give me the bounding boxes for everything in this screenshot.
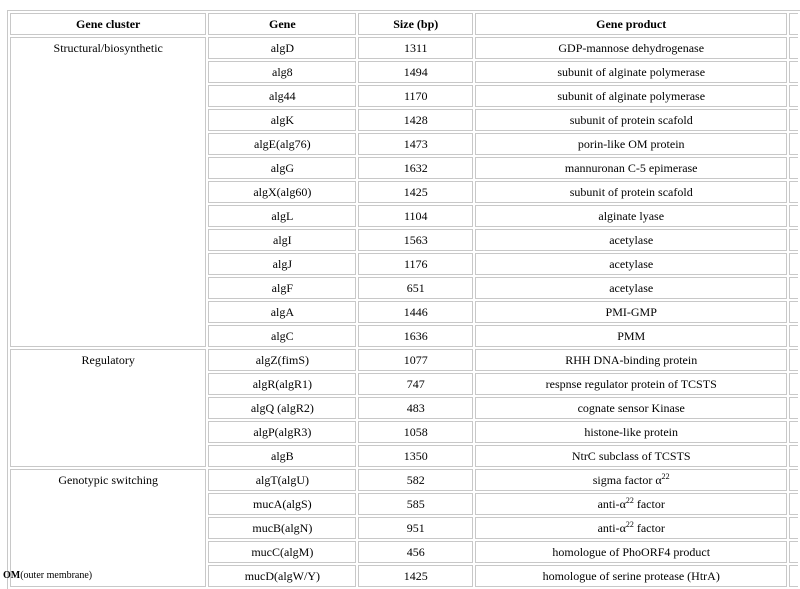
cell-gene: algA — [208, 301, 356, 323]
cell-gene-product: acetylase — [475, 229, 787, 251]
cell-extra — [789, 157, 798, 179]
cell-size: 747 — [358, 373, 473, 395]
cell-gene-product — [475, 493, 787, 515]
cell-gene-product: subunit of alginate polymerase — [475, 85, 787, 107]
cell-gene-product: histone-like protein — [475, 421, 787, 443]
cell-gene-product: PMI-GMP — [475, 301, 787, 323]
product-superscript: 22 — [661, 472, 670, 481]
product-superscript: 22 — [625, 520, 634, 529]
cell-gene: algI — [208, 229, 356, 251]
header-gene: Gene — [208, 13, 356, 35]
cell-extra — [789, 277, 798, 299]
header-size: Size (bp) — [358, 13, 473, 35]
cell-extra — [789, 541, 798, 563]
cell-size: 483 — [358, 397, 473, 419]
cell-size: 1311 — [358, 37, 473, 59]
cell-gene-product: respnse regulator protein of TCSTS — [475, 373, 787, 395]
cell-size: 651 — [358, 277, 473, 299]
cell-extra — [789, 205, 798, 227]
cell-extra — [789, 397, 798, 419]
cell-extra — [789, 61, 798, 83]
cell-gene-product — [475, 469, 787, 491]
cell-gene: algF — [208, 277, 356, 299]
gene-table-container — [7, 10, 800, 589]
cell-size: 1563 — [358, 229, 473, 251]
product-text-suffix: factor — [633, 497, 665, 511]
cell-gene: algR(algR1) — [208, 373, 356, 395]
cell-extra — [789, 469, 798, 491]
cell-gene: alg8 — [208, 61, 356, 83]
cell-gene-product: cognate sensor Kinase — [475, 397, 787, 419]
cell-gene-product: porin-like OM protein — [475, 133, 787, 155]
cell-gene-cluster: Genotypic switching — [10, 469, 206, 587]
footnote-text: (outer membrane) — [20, 570, 93, 581]
cell-size: 1632 — [358, 157, 473, 179]
product-text: anti-α — [597, 521, 626, 535]
cell-gene: mucA(algS) — [208, 493, 356, 515]
cell-size: 1077 — [358, 349, 473, 371]
cell-gene: algK — [208, 109, 356, 131]
cell-gene-product: acetylase — [475, 253, 787, 275]
cell-gene-product: RHH DNA-binding protein — [475, 349, 787, 371]
cell-extra — [789, 325, 798, 347]
cell-gene: algB — [208, 445, 356, 467]
cell-size: 1473 — [358, 133, 473, 155]
cell-size: 1446 — [358, 301, 473, 323]
cell-gene: algE(alg76) — [208, 133, 356, 155]
gene-table — [7, 10, 800, 589]
cell-gene-product: NtrC subclass of TCSTS — [475, 445, 787, 467]
cell-size: 951 — [358, 517, 473, 539]
cell-size: 1425 — [358, 181, 473, 203]
header-row — [10, 13, 798, 35]
cell-extra — [789, 421, 798, 443]
cell-gene: algT(algU) — [208, 469, 356, 491]
cell-extra — [789, 301, 798, 323]
cell-size: 1170 — [358, 85, 473, 107]
cell-extra — [789, 493, 798, 515]
cell-gene: alg44 — [208, 85, 356, 107]
cell-extra — [789, 253, 798, 275]
cell-gene-cluster: Regulatory — [10, 349, 206, 467]
product-text-suffix: factor — [633, 521, 665, 535]
cell-gene-product: alginate lyase — [475, 205, 787, 227]
cell-gene: mucC(algM) — [208, 541, 356, 563]
cell-extra — [789, 373, 798, 395]
footnote — [3, 570, 92, 582]
footnote-abbr: OM — [3, 570, 21, 581]
cell-size: 1494 — [358, 61, 473, 83]
cell-gene-product: subunit of protein scafold — [475, 181, 787, 203]
table-row — [10, 349, 798, 371]
cell-size: 1350 — [358, 445, 473, 467]
cell-size: 1058 — [358, 421, 473, 443]
cell-extra — [789, 229, 798, 251]
cell-size: 585 — [358, 493, 473, 515]
cell-gene-product: PMM — [475, 325, 787, 347]
product-superscript: 22 — [625, 496, 634, 505]
product-text: sigma factor α — [592, 473, 662, 487]
header-extra — [789, 13, 798, 35]
cell-gene-product: mannuronan C-5 epimerase — [475, 157, 787, 179]
cell-extra — [789, 37, 798, 59]
cell-size: 1104 — [358, 205, 473, 227]
cell-gene: algJ — [208, 253, 356, 275]
cell-gene-product — [475, 517, 787, 539]
cell-gene: algC — [208, 325, 356, 347]
cell-extra — [789, 109, 798, 131]
cell-gene-product: homologue of serine protease (HtrA) — [475, 565, 787, 587]
cell-gene: algD — [208, 37, 356, 59]
cell-gene: algX(alg60) — [208, 181, 356, 203]
cell-extra — [789, 517, 798, 539]
cell-size: 1176 — [358, 253, 473, 275]
product-text: anti-α — [597, 497, 626, 511]
header-gene-cluster: Gene cluster — [10, 13, 206, 35]
cell-gene-product: acetylase — [475, 277, 787, 299]
cell-size: 1428 — [358, 109, 473, 131]
cell-extra — [789, 85, 798, 107]
cell-gene-product: subunit of alginate polymerase — [475, 61, 787, 83]
table-body — [10, 37, 798, 587]
cell-gene: mucB(algN) — [208, 517, 356, 539]
cell-size: 1425 — [358, 565, 473, 587]
cell-gene-product: GDP-mannose dehydrogenase — [475, 37, 787, 59]
cell-gene: algL — [208, 205, 356, 227]
header-gene-product: Gene product — [475, 13, 787, 35]
cell-gene: algP(algR3) — [208, 421, 356, 443]
cell-gene-product: subunit of protein scafold — [475, 109, 787, 131]
cell-size: 1636 — [358, 325, 473, 347]
cell-size: 582 — [358, 469, 473, 491]
cell-size: 456 — [358, 541, 473, 563]
cell-gene-cluster: Structural/biosynthetic — [10, 37, 206, 347]
cell-gene: algQ (algR2) — [208, 397, 356, 419]
cell-gene-product: homologue of PhoORF4 product — [475, 541, 787, 563]
cell-gene: algZ(fimS) — [208, 349, 356, 371]
cell-gene: algG — [208, 157, 356, 179]
cell-gene: mucD(algW/Y) — [208, 565, 356, 587]
cell-extra — [789, 181, 798, 203]
table-row — [10, 37, 798, 59]
cell-extra — [789, 133, 798, 155]
cell-extra — [789, 445, 798, 467]
cell-extra — [789, 349, 798, 371]
table-row — [10, 469, 798, 491]
